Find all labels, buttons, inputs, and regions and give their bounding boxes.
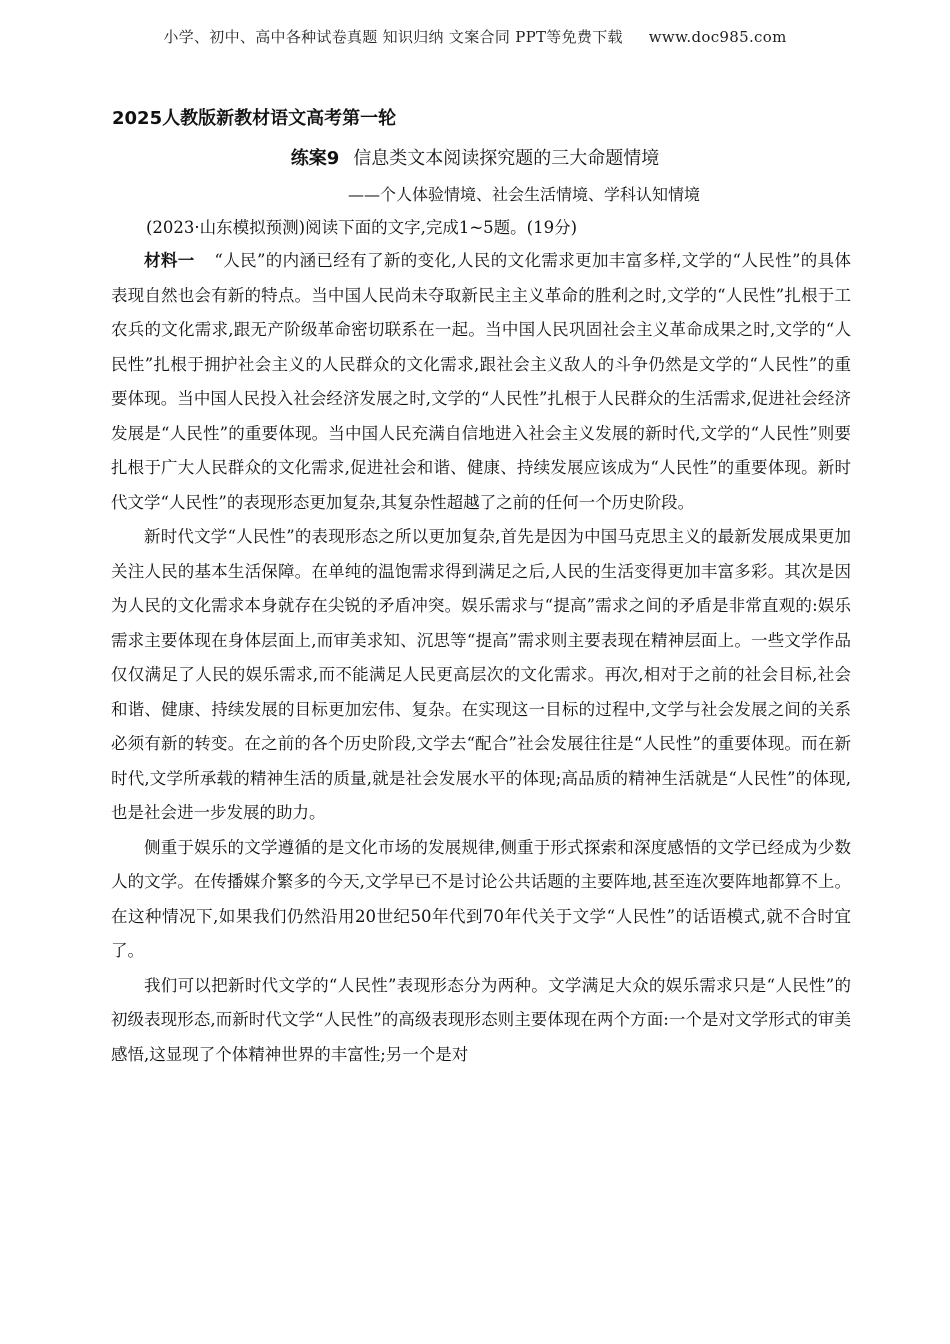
paragraph: 新时代文学“人民性”的表现形态之所以更加复杂,首先是因为中国马克思主义的最新发展成果更加关注人民的基本生活保障。在单纯的温饱需求得到满足之后,人民的生活变得更加丰富多彩。其次是因为人民的文化需求本身就存在尖锐的矛盾冲突。娱乐需求与“提高”需求之间的矛盾是非常直观的:娱乐需求主要体现在身体层面上,而审美求知、沉思等“提高”需求则主要表现在精神层面上。一些文学作品仅仅满足了人民的娱乐需求,而不能满足人民更高层次的文化需求。再次,相对于之前的社会目标,社会和谐、健康、持续发展的目标更加宏伟、复杂。在实现这一目标的过程中,文学与社会发展之间的关系必须有新的转变。在之前的各个历史阶段,文学去“配合”社会发展往往是“人民性”的重要体现。而在新时代,文学所承载的精神生活的质量,就是社会发展水平的体现;高品质的精神生活就是“人民性”的体现,也是社会进一步发展的助力。 [111,527,851,822]
material-label: 材料一 [144,251,195,270]
header-site-link[interactable]: www.doc985.com [648,28,787,46]
question-instructions: (2023·山东模拟预测)阅读下面的文字,完成1~5题。(19分) [146,218,578,237]
lesson-subtitle: ——个人体验情境、社会生活情境、学科认知情境 [347,185,700,204]
paragraph-text: “人民”的内涵已经有了新的变化,人民的文化需求更加丰富多样,文学的“人民性”的具体表现自然也会有新的特点。当中国人民尚未夺取新民主主义革命的胜利之时,文学的“人民性”扎根于工农兵的文化需求,跟无产阶级革命密切联系在一起。当中国人民巩固社会主义革命成果之时,文学的“人民性”扎根于拥护社会主义的人民群众的文化需求,跟社会主义敌人的斗争仍然是文学的“人民性”的重要体现。当中国人民投入社会经济发展之时,文学的“人民性”扎根于人民群众的生活需求,促进社会经济发展是“人民性”的重要体现。当中国人民充满自信地进入社会主义发展的新时代,文学的“人民性”则要扎根于广大人民群众的文化需求,促进社会和谐、健康、持续发展应该成为“人民性”的重要体现。新时代文学“人民性”的表现形态更加复杂,其复杂性超越了之前的任何一个历史阶段。 [111,251,852,512]
paragraph [111,244,851,520]
lesson-number: 练案9 [290,148,340,169]
page-header [0,26,950,47]
lesson-title: 信息类文本阅读探究题的三大命题情境 [353,148,660,169]
series-title: 2025人教版新教材语文高考第一轮 [112,108,397,129]
material-body [111,244,851,1072]
header-banner-text: 小学、初中、高中各种试卷真题 知识归纳 文案合同 PPT等免费下载 [163,28,623,46]
lesson-heading [0,144,950,170]
paragraph: 侧重于娱乐的文学遵循的是文化市场的发展规律,侧重于形式探索和深度感悟的文学已经成为少数人的文学。在传播媒介繁多的今天,文学早已不是讨论公共话题的主要阵地,甚至连次要阵地都算不上。在这种情况下,如果我们仍然沿用20世纪50年代到70年代关于文学“人民性”的话语模式,就不合时宜了。 [111,837,851,960]
paragraph: 我们可以把新时代文学的“人民性”表现形态分为两种。文学满足大众的娱乐需求只是“人民性”的初级表现形态,而新时代文学“人民性”的高级表现形态则主要体现在两个方面:一个是对文学形式的审美感悟,这显现了个体精神世界的丰富性;另一个是对 [111,975,851,1064]
